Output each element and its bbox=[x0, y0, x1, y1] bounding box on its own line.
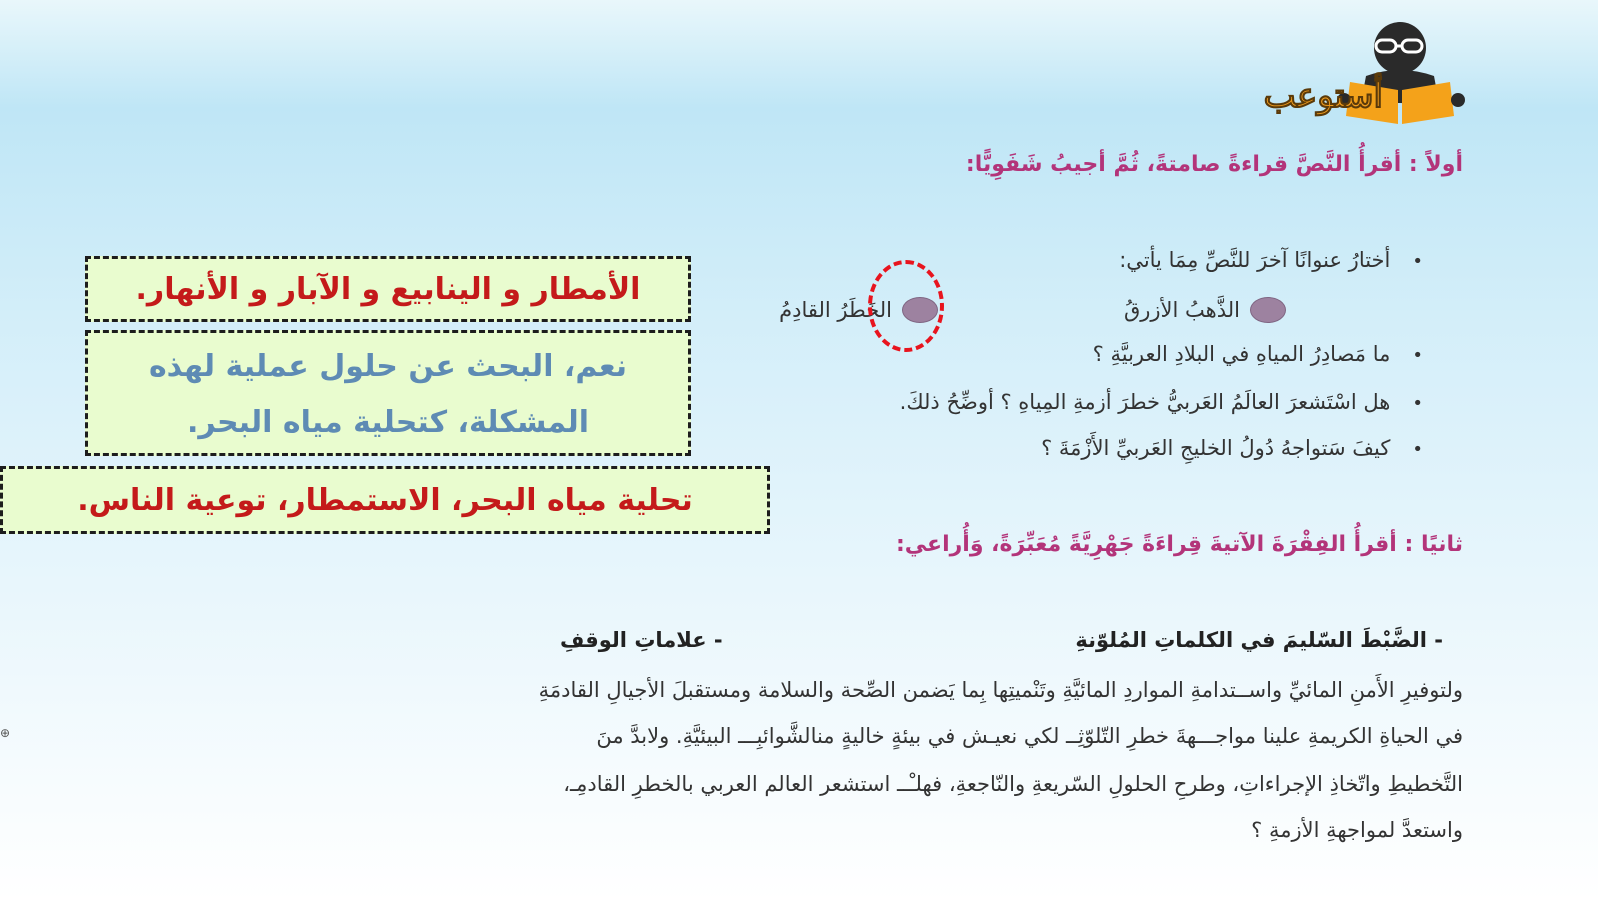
answer-sources-box: الأمطار و الينابيع و الآبار و الأنهار. bbox=[85, 256, 691, 322]
option-blue-gold-label: الذَّهبُ الأزرقُ bbox=[1123, 298, 1240, 322]
question-sources-text: ما مَصادِرُ المياهِ في البلادِ العربيَّةِ ؟ bbox=[1092, 342, 1391, 366]
selection-highlight-circle bbox=[868, 260, 944, 352]
part1-heading: أولاً : أقرأُ النَّصَّ قراءةً صامتةً، ثُمَّ أجيبُ شَفَوِيًّا: bbox=[965, 152, 1463, 177]
paragraph-line: ولتوفيرِ الأَمنِ المائيِّ واســتدامةِ المواردِ المائيَّةِ وتَنْميتِها بِما يَضمن الصِّحة والسلامة ومستقبلَ الأجيالِ القادمَةِ bbox=[538, 678, 1463, 702]
paragraph-line: واستعدَّ لمواجهةِ الأزمةِ ؟ bbox=[1251, 818, 1463, 842]
option-blue-gold[interactable] bbox=[1124, 297, 1286, 323]
focus-diacritics: - الضَّبْطَ السّليمَ في الكلماتِ المُلوّنةِ bbox=[1075, 628, 1443, 652]
question-sources bbox=[1093, 342, 1423, 366]
bullet-icon: • bbox=[1412, 439, 1423, 460]
focus-punctuation: - علاماتِ الوقفِ bbox=[560, 628, 723, 652]
question-face bbox=[1041, 436, 1423, 460]
paragraph-line: التَّخطيطِ واتّخاذِ الإجراءاتِ، وطرحِ الحلولِ السّريعةِ والنّاجعةِ، فهلـْــ استشعر العالم العربي بالخطرِ القادمِـ، bbox=[563, 772, 1463, 796]
crosshair-icon: ⊕ bbox=[0, 726, 11, 740]
question-title-text: أختارُ عنوانًا آخرَ للنَّصِّ مِمَا يأتي: bbox=[1119, 248, 1391, 272]
bullet-icon: • bbox=[1412, 345, 1423, 366]
radio-icon[interactable] bbox=[1250, 297, 1286, 323]
question-title bbox=[1119, 248, 1423, 272]
answer-feel-line2: المشكلة، كتحلية مياه البحر. bbox=[186, 405, 590, 440]
answer-face-box: تحلية مياه البحر، الاستمطار، توعية الناس. bbox=[0, 466, 770, 534]
bullet-icon: • bbox=[1412, 251, 1423, 272]
section-title: أستوعب bbox=[1263, 76, 1383, 116]
paragraph-line: في الحياةِ الكريمةِ علينا مواجـــهةَ خطرِ التّلوّثِــ لكي نعيـش في بيئةٍ خاليةٍ منالشَّوائبِـــ البيئيَّةِ. ولابدَّ منَ bbox=[596, 724, 1463, 748]
part2-heading: ثانيًا : أقرأُ الفِقْرَةَ الآتيةَ قِراءَةً جَهْرِيَّةً مُعَبِّرَةً، وَأُراعي: bbox=[895, 532, 1463, 557]
question-face-text: كيفَ سَتواجهُ دُولُ الخليجِ العَربيِّ الأَزْمَةَ ؟ bbox=[1041, 436, 1391, 460]
question-feel bbox=[900, 390, 1423, 414]
answer-feel-line1: نعم، البحث عن حلول عملية لهذه bbox=[148, 349, 628, 384]
option-coming-danger-label: الخَطَرُ القادِمُ bbox=[779, 298, 892, 322]
answer-feel-box bbox=[85, 330, 691, 456]
question-feel-text: هل اسْتَشعرَ العالَمُ العَربيُّ خطرَ أزمةِ المِياهِ ؟ أوضِّحُ ذلكَ. bbox=[899, 390, 1391, 414]
bullet-icon: • bbox=[1412, 393, 1423, 414]
